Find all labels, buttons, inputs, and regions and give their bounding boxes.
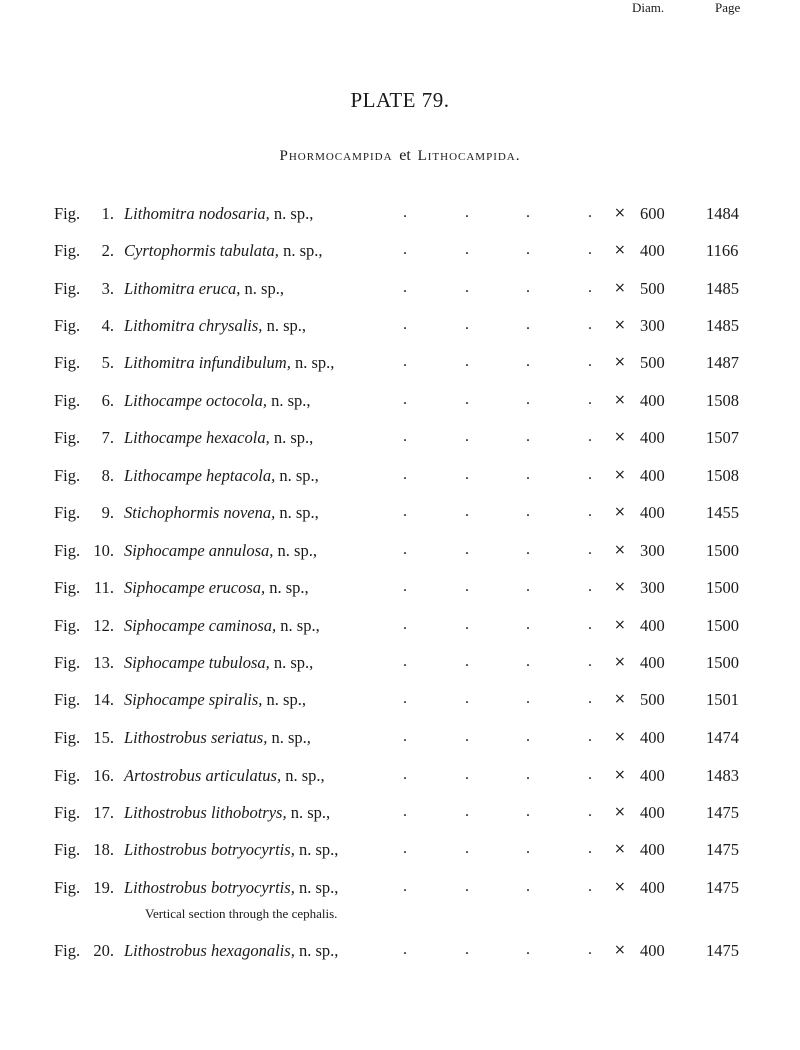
figure-number: 7. <box>101 428 114 447</box>
leader-dot: . <box>403 803 407 820</box>
leader-dot: . <box>403 878 407 895</box>
leader-dot: . <box>588 840 592 857</box>
leader-dot: . <box>403 578 407 595</box>
page-column-header: Page <box>715 0 741 15</box>
figure-label: Fig. <box>54 653 81 672</box>
figure-row <box>0 353 800 383</box>
leader-dot: . <box>526 578 530 595</box>
magnification-sign: × <box>614 804 626 820</box>
leader-dot: . <box>465 204 469 221</box>
leader-dot: . <box>403 840 407 857</box>
species-status: n. sp., <box>294 840 339 859</box>
species-name <box>124 503 319 523</box>
diameter-value: 400 <box>640 503 665 522</box>
species-binomial: Siphocampe erucosa, <box>124 578 266 597</box>
figure-row <box>0 316 800 346</box>
figure-row <box>0 766 800 796</box>
page-number: 1475 <box>706 878 739 897</box>
figure-label: Fig. <box>54 803 81 822</box>
species-name <box>124 690 306 710</box>
figure-label: Fig. <box>54 503 81 522</box>
figure-number: 1. <box>101 204 114 223</box>
page-number: 1474 <box>706 728 739 747</box>
species-name <box>124 840 338 860</box>
magnification-sign: × <box>614 504 626 520</box>
leader-dot: . <box>403 391 407 408</box>
figure-number: 12. <box>93 616 114 635</box>
leader-dot: . <box>526 653 530 670</box>
figure-number: 19. <box>93 878 114 897</box>
species-status: n. sp., <box>267 728 311 747</box>
figure-number: 13. <box>93 653 114 672</box>
figure-row <box>0 428 800 458</box>
page-number: 1484 <box>706 204 739 223</box>
leader-dot: . <box>403 653 407 670</box>
page-number: 1485 <box>706 316 739 335</box>
magnification-sign: × <box>614 392 626 408</box>
figure-number: 10. <box>93 541 114 560</box>
figure-label: Fig. <box>54 204 81 223</box>
species-binomial: Lithostrobus botryocyrtis, <box>124 840 295 859</box>
leader-dot: . <box>465 690 469 707</box>
species-status: n. sp., <box>278 241 323 260</box>
species-name <box>124 766 325 786</box>
magnification-sign: × <box>614 242 626 258</box>
leader-dot: . <box>403 616 407 633</box>
species-binomial: Siphocampe tubulosa, <box>124 653 270 672</box>
leader-dot: . <box>403 690 407 707</box>
leader-dot: . <box>465 616 469 633</box>
figure-row <box>0 616 800 646</box>
species-name <box>124 279 284 299</box>
leader-dot: . <box>526 878 530 895</box>
species-binomial: Lithomitra eruca, <box>124 279 241 298</box>
figure-row <box>0 653 800 683</box>
species-name <box>124 578 309 598</box>
species-binomial: Lithocampe heptacola, <box>124 466 276 485</box>
diameter-value: 400 <box>640 391 665 410</box>
species-binomial: Lithostrobus botryocyrtis, <box>124 878 295 897</box>
figure-label: Fig. <box>54 241 81 260</box>
leader-dot: . <box>465 391 469 408</box>
page-number: 1166 <box>706 241 739 260</box>
figure-number: 6. <box>101 391 114 410</box>
figure-number: 3. <box>101 279 114 298</box>
leader-dot: . <box>526 803 530 820</box>
species-status: n. sp., <box>265 578 309 597</box>
leader-dot: . <box>465 941 469 958</box>
species-status: n. sp., <box>294 941 339 960</box>
species-binomial: Lithocampe octocola, <box>124 391 267 410</box>
species-binomial: Lithostrobus lithobotrys, <box>124 803 287 822</box>
leader-dot: . <box>465 241 469 258</box>
species-status: n. sp., <box>266 391 311 410</box>
species-name <box>124 353 334 373</box>
figure-number: 15. <box>93 728 114 747</box>
leader-dot: . <box>465 428 469 445</box>
leader-dot: . <box>465 578 469 595</box>
leader-dot: . <box>465 766 469 783</box>
species-status: n. sp., <box>269 204 314 223</box>
leader-dot: . <box>465 541 469 558</box>
magnification-sign: × <box>614 767 626 783</box>
leader-dot: . <box>403 316 407 333</box>
subtitle-part1: Phormocampida <box>279 148 393 164</box>
leader-dot: . <box>526 766 530 783</box>
diameter-value: 300 <box>640 578 665 597</box>
page-number: 1500 <box>706 616 739 635</box>
page-number: 1508 <box>706 466 739 485</box>
species-name <box>124 391 311 411</box>
diameter-value: 300 <box>640 541 665 560</box>
figure-label: Fig. <box>54 466 81 485</box>
leader-dot: . <box>588 941 592 958</box>
leader-dot: . <box>403 541 407 558</box>
species-name <box>124 204 313 224</box>
diameter-value: 400 <box>640 428 665 447</box>
leader-dot: . <box>588 428 592 445</box>
species-binomial: Siphocampe annulosa, <box>124 541 274 560</box>
leader-dot: . <box>588 353 592 370</box>
figure-row <box>0 578 800 608</box>
figure-number: 2. <box>101 241 114 260</box>
leader-dot: . <box>588 803 592 820</box>
species-status: n. sp., <box>281 766 325 785</box>
leader-dot: . <box>588 728 592 745</box>
leader-dot: . <box>588 766 592 783</box>
leader-dot: . <box>588 690 592 707</box>
page-number: 1487 <box>706 353 739 372</box>
species-binomial: Lithocampe hexacola, <box>124 428 270 447</box>
magnification-sign: × <box>614 729 626 745</box>
leader-dot: . <box>526 616 530 633</box>
figure-label: Fig. <box>54 279 81 298</box>
figure-row <box>0 241 800 271</box>
leader-dot: . <box>403 353 407 370</box>
leader-dot: . <box>526 840 530 857</box>
page-number: 1500 <box>706 541 739 560</box>
diameter-value: 400 <box>640 241 665 260</box>
species-binomial: Siphocampe caminosa, <box>124 616 277 635</box>
leader-dot: . <box>526 541 530 558</box>
leader-dot: . <box>526 241 530 258</box>
species-status: n. sp., <box>262 316 306 335</box>
diam-column-header: Diam. <box>632 0 665 15</box>
leader-dot: . <box>403 279 407 296</box>
leader-dot: . <box>526 353 530 370</box>
leader-dot: . <box>526 204 530 221</box>
leader-dot: . <box>526 316 530 333</box>
leader-dot: . <box>403 941 407 958</box>
diameter-value: 400 <box>640 941 665 960</box>
leader-dot: . <box>526 728 530 745</box>
diameter-value: 400 <box>640 878 665 897</box>
page-number: 1455 <box>706 503 739 522</box>
figure-label: Fig. <box>54 840 81 859</box>
species-status: n. sp., <box>273 541 317 560</box>
leader-dot: . <box>465 840 469 857</box>
leader-dot: . <box>526 690 530 707</box>
page-number: 1501 <box>706 690 739 709</box>
leader-dot: . <box>403 204 407 221</box>
leader-dot: . <box>403 241 407 258</box>
species-status: n. sp., <box>269 428 314 447</box>
magnification-sign: × <box>614 691 626 707</box>
leader-dot: . <box>465 353 469 370</box>
page-number: 1475 <box>706 803 739 822</box>
species-name <box>124 541 317 561</box>
figure-number: 14. <box>93 690 114 709</box>
magnification-sign: × <box>614 429 626 445</box>
diameter-value: 500 <box>640 279 665 298</box>
figure-row <box>0 840 800 870</box>
leader-dot: . <box>526 466 530 483</box>
figure-row <box>0 204 800 234</box>
diameter-value: 400 <box>640 766 665 785</box>
leader-dot: . <box>403 466 407 483</box>
figure-19-note: Vertical section through the cephalis. <box>145 906 338 921</box>
species-status: n. sp., <box>294 878 339 897</box>
subtitle-part2: Lithocampida. <box>417 148 521 164</box>
figure-row <box>0 728 800 758</box>
diameter-value: 400 <box>640 803 665 822</box>
species-binomial: Artostrobus articulatus, <box>124 766 282 785</box>
species-name <box>124 653 313 673</box>
leader-dot: . <box>588 878 592 895</box>
figure-row <box>0 690 800 720</box>
page-number: 1475 <box>706 941 739 960</box>
page-number: 1485 <box>706 279 739 298</box>
species-binomial: Lithomitra nodosaria, <box>124 204 270 223</box>
page-number: 1508 <box>706 391 739 410</box>
leader-dot: . <box>465 728 469 745</box>
species-status: n. sp., <box>276 616 320 635</box>
leader-dot: . <box>588 541 592 558</box>
diameter-value: 400 <box>640 466 665 485</box>
figure-row <box>0 941 800 971</box>
leader-dot: . <box>588 466 592 483</box>
figure-number: 16. <box>93 766 114 785</box>
leader-dot: . <box>403 728 407 745</box>
leader-dot: . <box>526 391 530 408</box>
species-status: n. sp., <box>275 503 319 522</box>
magnification-sign: × <box>614 205 626 221</box>
figure-label: Fig. <box>54 728 81 747</box>
leader-dot: . <box>588 391 592 408</box>
magnification-sign: × <box>614 942 626 958</box>
figure-label: Fig. <box>54 766 81 785</box>
species-status: n. sp., <box>262 690 306 709</box>
figure-label: Fig. <box>54 616 81 635</box>
species-binomial: Lithostrobus hexagonalis, <box>124 941 295 960</box>
figure-label: Fig. <box>54 353 81 372</box>
leader-dot: . <box>588 316 592 333</box>
diameter-value: 400 <box>640 616 665 635</box>
species-status: n. sp., <box>269 653 314 672</box>
species-name <box>124 803 330 823</box>
leader-dot: . <box>588 279 592 296</box>
figure-label: Fig. <box>54 690 81 709</box>
leader-dot: . <box>465 316 469 333</box>
subtitle-conj: et <box>399 147 411 164</box>
figure-row <box>0 803 800 833</box>
magnification-sign: × <box>614 879 626 895</box>
leader-dot: . <box>526 279 530 296</box>
leader-dot: . <box>588 616 592 633</box>
species-name <box>124 728 311 748</box>
figure-number: 20. <box>93 941 114 960</box>
magnification-sign: × <box>614 654 626 670</box>
figure-row <box>0 878 800 908</box>
figure-row <box>0 541 800 571</box>
figure-label: Fig. <box>54 391 81 410</box>
magnification-sign: × <box>614 280 626 296</box>
leader-dot: . <box>465 653 469 670</box>
species-binomial: Stichophormis novena, <box>124 503 276 522</box>
figure-number: 17. <box>93 803 114 822</box>
figure-label: Fig. <box>54 941 81 960</box>
leader-dot: . <box>588 503 592 520</box>
figure-label: Fig. <box>54 541 81 560</box>
diameter-value: 400 <box>640 653 665 672</box>
plate-title: PLATE 79. <box>350 88 450 112</box>
magnification-sign: × <box>614 579 626 595</box>
figure-label: Fig. <box>54 428 81 447</box>
magnification-sign: × <box>614 317 626 333</box>
species-name <box>124 316 306 336</box>
species-name <box>124 616 320 636</box>
species-binomial: Lithostrobus seriatus, <box>124 728 268 747</box>
magnification-sign: × <box>614 542 626 558</box>
figure-row <box>0 391 800 421</box>
leader-dot: . <box>465 803 469 820</box>
figure-label: Fig. <box>54 578 81 597</box>
figure-row <box>0 466 800 496</box>
leader-dot: . <box>588 204 592 221</box>
figure-label: Fig. <box>54 878 81 897</box>
leader-dot: . <box>526 503 530 520</box>
figure-number: 9. <box>101 503 114 522</box>
leader-dot: . <box>403 503 407 520</box>
magnification-sign: × <box>614 354 626 370</box>
species-name <box>124 941 338 961</box>
magnification-sign: × <box>614 467 626 483</box>
page-number: 1500 <box>706 578 739 597</box>
leader-dot: . <box>526 428 530 445</box>
page-number: 1500 <box>706 653 739 672</box>
leader-dot: . <box>588 241 592 258</box>
leader-dot: . <box>403 428 407 445</box>
species-name <box>124 241 322 261</box>
species-name <box>124 878 338 898</box>
magnification-sign: × <box>614 617 626 633</box>
page-number: 1483 <box>706 766 739 785</box>
leader-dot: . <box>526 941 530 958</box>
magnification-sign: × <box>614 841 626 857</box>
diameter-value: 400 <box>640 728 665 747</box>
leader-dot: . <box>465 878 469 895</box>
species-name <box>124 428 313 448</box>
species-status: n. sp., <box>275 466 319 485</box>
leader-dot: . <box>465 503 469 520</box>
leader-dot: . <box>403 766 407 783</box>
species-binomial: Siphocampe spiralis, <box>124 690 263 709</box>
page-number: 1475 <box>706 840 739 859</box>
figure-number: 8. <box>101 466 114 485</box>
figure-number: 5. <box>101 353 114 372</box>
figure-row <box>0 279 800 309</box>
figure-label: Fig. <box>54 316 81 335</box>
diameter-value: 600 <box>640 204 665 223</box>
species-binomial: Lithomitra chrysalis, <box>124 316 263 335</box>
species-binomial: Cyrtophormis tabulata, <box>124 241 279 260</box>
species-status: n. sp., <box>286 803 331 822</box>
leader-dot: . <box>465 466 469 483</box>
leader-dot: . <box>588 578 592 595</box>
species-status: n. sp., <box>240 279 284 298</box>
figure-number: 18. <box>93 840 114 859</box>
figure-number: 11. <box>93 578 114 597</box>
page-number: 1507 <box>706 428 739 447</box>
species-status: n. sp., <box>290 353 335 372</box>
leader-dot: . <box>588 653 592 670</box>
species-name <box>124 466 319 486</box>
figure-row <box>0 503 800 533</box>
leader-dot: . <box>465 279 469 296</box>
figure-number: 4. <box>101 316 114 335</box>
plate-subtitle <box>0 147 800 165</box>
species-binomial: Lithomitra infundibulum, <box>124 353 291 372</box>
diameter-value: 400 <box>640 840 665 859</box>
diameter-value: 500 <box>640 690 665 709</box>
diameter-value: 500 <box>640 353 665 372</box>
diameter-value: 300 <box>640 316 665 335</box>
